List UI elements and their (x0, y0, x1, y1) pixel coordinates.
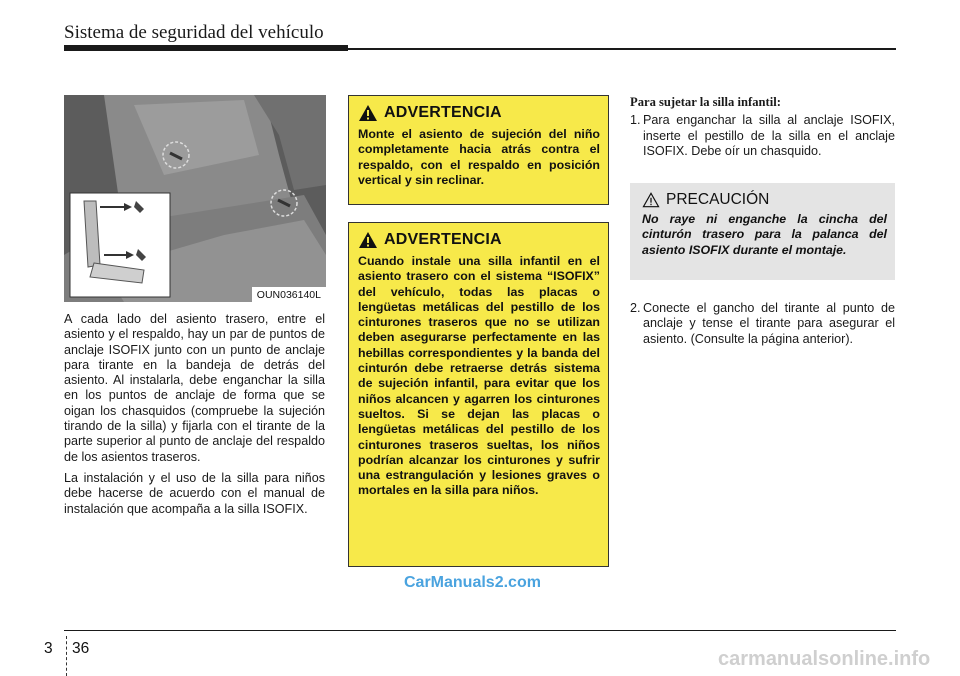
right-heading: Para sujetar la silla infantil: (630, 95, 781, 109)
warning-box-2 (348, 222, 609, 567)
warning-title: ADVERTENCIA (384, 104, 502, 121)
caution-box (630, 183, 895, 280)
right-column-top (630, 95, 895, 159)
warning-body: Monte el asiento de sujeción del niño completamente hacia atrás contra el respaldo, con el respaldo en posición vertical y sin reclinar. (358, 127, 600, 187)
warning-box-1 (348, 95, 609, 205)
caution-title: PRECAUCIÓN (666, 191, 770, 208)
warning-body: Cuando instale una silla infantil en el asiento trasero con el sistema “ISOFIX” del vehículo, todas las placas o lengüetas metálicas del pestillo de los cinturones traseros que no se utilizan deben asegurarse perfectamente en las hebillas correspondientes y la banda del cinturón debe retraerse detrás sistema de sujeción infantil, para evitar que los niños alcancen y agarren los cinturones sueltos. Si se dejan las placas o lengüetas metálicas del pestillo de los cinturones traseros sueltas, los niños podrían alcanzar los cinturones y sufrir una estrangulación y lesiones graves o mortales en la silla para niños. (358, 254, 600, 498)
step-2 (630, 301, 895, 347)
seat-drawing (64, 95, 326, 302)
step-number: 1. (630, 113, 641, 128)
footer-rule (64, 630, 896, 631)
caution-body: No raye ni enganche la cincha del cinturón trasero para la palanca del asiento ISOFIX durante el montaje. (642, 212, 887, 257)
warning-triangle-icon (358, 104, 378, 122)
caution-triangle-icon (642, 192, 660, 208)
step-number: 2. (630, 301, 641, 315)
left-paragraph-2: La instalación y el uso de la silla para niños debe hacerse de acuerdo con el manual de instalación que acompaña a la silla ISOFIX. (64, 470, 325, 516)
right-column-bottom (630, 301, 895, 347)
page-number: 36 (72, 640, 90, 657)
figure-code: OUN036140L (256, 289, 321, 301)
warning-title: ADVERTENCIA (384, 231, 502, 248)
step-text: Conecte el gancho del tirante al punto de anclaje y tense el tirante para asegurar el asiento. (Consulte la página anterior). (643, 301, 895, 346)
footer-site-link[interactable]: carmanualsonline.info (718, 648, 931, 670)
page-header-title: Sistema de seguridad del vehículo (64, 22, 324, 43)
warning-triangle-icon (358, 231, 378, 249)
warning-header (358, 231, 600, 249)
isofix-seat-illustration (64, 95, 326, 302)
header-rule-thin (348, 48, 896, 50)
footer-divider (66, 636, 67, 676)
header-rule-thick (64, 45, 348, 51)
step-1 (630, 113, 895, 159)
section-number: 3 (44, 640, 53, 657)
caution-header (642, 191, 887, 209)
warning-header (358, 104, 600, 122)
watermark-link[interactable]: CarManuals2.com (404, 574, 541, 591)
left-column-text (64, 312, 325, 523)
left-paragraph-1: A cada lado del asiento trasero, entre el asiento y el respaldo, hay un par de puntos de anclaje ISOFIX junto con un punto de anclaje para tirante en la bandeja de detrás del asiento. Al instalarla, debe enganchar la silla en los puntos de anclaje de forma que se oigan los chasquidos (compruebe la sujeción tirando de la silla) y fijarla con el tirante de la parte superior al punto de anclaje del respaldo de los asientos traseros. (64, 312, 325, 464)
step-text: Para enganchar la silla al anclaje ISOFIX, inserte el pestillo de la silla en el anclaje ISOFIX. Debe oír un chasquido. (643, 113, 895, 158)
